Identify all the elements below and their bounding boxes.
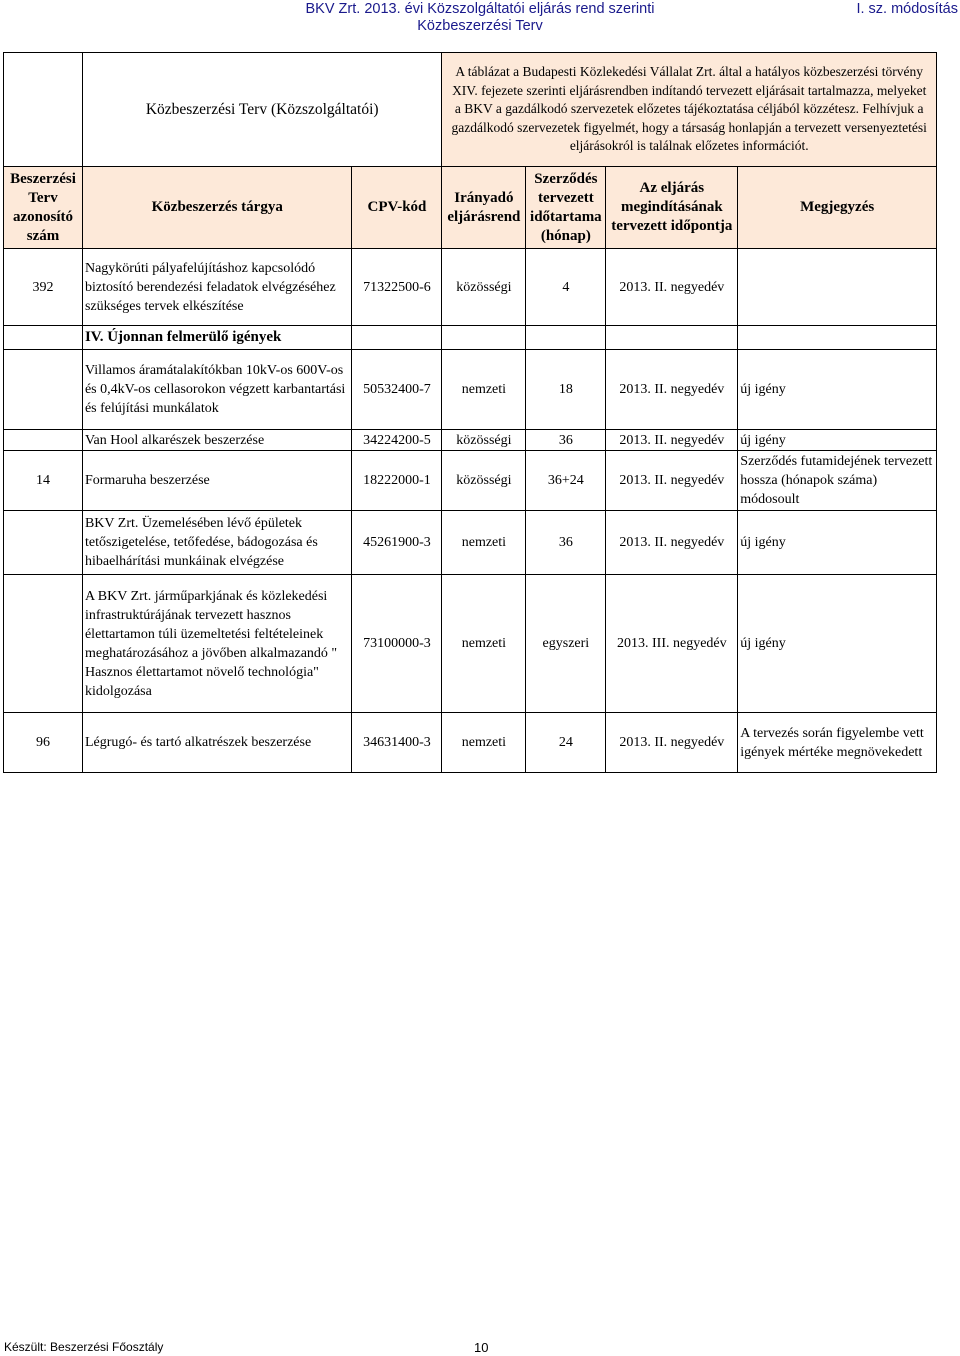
page-footer	[4, 1340, 944, 1356]
header-title-line2: Közbeszerzési Terv	[417, 18, 543, 34]
row-note: új igény	[738, 430, 937, 451]
blank-cell	[4, 53, 83, 167]
row-cpv: 34631400-3	[352, 713, 442, 773]
row-note: új igény	[738, 511, 937, 575]
table-row	[4, 249, 937, 326]
table-row	[4, 430, 937, 451]
row-id	[4, 511, 83, 575]
table-row	[4, 350, 937, 430]
row-note	[738, 249, 937, 326]
col-header-cpv: CPV-kód	[352, 167, 442, 249]
table-row	[4, 451, 937, 511]
row-regime: közösségi	[442, 430, 526, 451]
row-regime: nemzeti	[442, 511, 526, 575]
row-subject: A BKV Zrt. járműparkjának és közlekedési infrastruktúrájának tervezett hasznos élettartamon túli üzemeltetési feltételeinek meghatározásához a jövőben alkalmazandó " Hasznos élettartamot növelő technológia" kidolgozása	[82, 575, 352, 713]
table-row	[4, 511, 937, 575]
row-duration: 36+24	[526, 451, 606, 511]
row-subject: Villamos áramátalakítókban 10kV-os 600V-os és 0,4kV-os cellasorokon végzett karbantartási és felújítási munkálatok	[82, 350, 352, 430]
row-cpv: 71322500-6	[352, 249, 442, 326]
row-start: 2013. II. negyedév	[606, 511, 738, 575]
row-note: új igény	[738, 575, 937, 713]
intro-text: A táblázat a Budapesti Közlekedési Vállalat Zrt. által a hatályos közbeszerzési törvény XIV. fejezete szerinti eljárásrendben indítandó tervezett eljárásait tartalmazza, melyeket a BKV a gazdálkodó szervezetek előzetes tájékoztatása céljából közzétesz. Felhívjuk a gazdálkodó szervezetek figyelmét, hogy a társaság honlapján a tervezett versenyeztetési eljárásokról is találnak előzetes információt.	[442, 53, 937, 167]
row-duration: 18	[526, 350, 606, 430]
row-note: Szerződés futamidejének tervezett hossza (hónapok száma) módosoult	[738, 451, 937, 511]
row-regime: nemzeti	[442, 350, 526, 430]
row-subject: Van Hool alkarészek beszerzése	[82, 430, 352, 451]
row-start: 2013. III. negyedév	[606, 575, 738, 713]
row-cpv: 50532400-7	[352, 350, 442, 430]
row-duration: 24	[526, 713, 606, 773]
row-cpv: 45261900-3	[352, 511, 442, 575]
col-header-id: Beszerzési Terv azonosító szám	[4, 167, 83, 249]
row-cpv: 18222000-1	[352, 451, 442, 511]
row-start: 2013. II. negyedév	[606, 713, 738, 773]
col-header-regime: Irányadó eljárásrend	[442, 167, 526, 249]
table-row	[4, 575, 937, 713]
row-subject: Formaruha beszerzése	[82, 451, 352, 511]
row-id: 392	[4, 249, 83, 326]
section-iv-heading: IV. Újonnan felmerülő igények	[82, 326, 352, 350]
row-start: 2013. II. negyedév	[606, 350, 738, 430]
row-subject: Légrugó- és tartó alkatrészek beszerzése	[82, 713, 352, 773]
section-row	[4, 326, 937, 350]
row-start: 2013. II. negyedév	[606, 451, 738, 511]
row-note: új igény	[738, 350, 937, 430]
row-regime: közösségi	[442, 249, 526, 326]
row-cpv: 34224200-5	[352, 430, 442, 451]
table-row	[4, 713, 937, 773]
page-number: 10	[474, 1340, 489, 1355]
col-header-note: Megjegyzés	[738, 167, 937, 249]
modification-label: I. sz. módosítás	[856, 1, 958, 17]
row-cpv: 73100000-3	[352, 575, 442, 713]
row-id	[4, 575, 83, 713]
row-start: 2013. II. negyedév	[606, 249, 738, 326]
row-regime: nemzeti	[442, 713, 526, 773]
procurement-plan-table	[3, 52, 937, 773]
row-regime: nemzeti	[442, 575, 526, 713]
column-header-row	[4, 167, 937, 249]
row-regime: közösségi	[442, 451, 526, 511]
col-header-subject: Közbeszerzés tárgya	[82, 167, 352, 249]
row-subject: Nagykörúti pályafelújításhoz kapcsolódó biztosító berendezési feladatok elvégzéséhez szükséges tervek elkészítése	[82, 249, 352, 326]
row-subject: BKV Zrt. Üzemelésében lévő épületek tetőszigetelése, tetőfedése, bádogozása és hibaelhárítási munkáinak elvégzése	[82, 511, 352, 575]
row-duration: egyszeri	[526, 575, 606, 713]
page-header	[0, 0, 960, 36]
row-id	[4, 430, 83, 451]
row-start: 2013. II. negyedév	[606, 430, 738, 451]
header-title-line1: BKV Zrt. 2013. évi Közszolgáltatói eljárás rend szerinti	[305, 1, 655, 17]
row-id: 96	[4, 713, 83, 773]
row-duration: 36	[526, 511, 606, 575]
row-duration: 36	[526, 430, 606, 451]
row-duration: 4	[526, 249, 606, 326]
row-note: A tervezés során figyelembe vett igények mértéke megnövekedett	[738, 713, 937, 773]
plan-title: Közbeszerzési Terv (Közszolgáltatói)	[82, 53, 441, 167]
row-id: 14	[4, 451, 83, 511]
col-header-duration: Szerződés tervezett időtartama (hónap)	[526, 167, 606, 249]
col-header-start: Az eljárás megindításának tervezett időpontja	[606, 167, 738, 249]
prepared-by: Készült: Beszerzési Főosztály	[4, 1340, 164, 1354]
row-id	[4, 350, 83, 430]
